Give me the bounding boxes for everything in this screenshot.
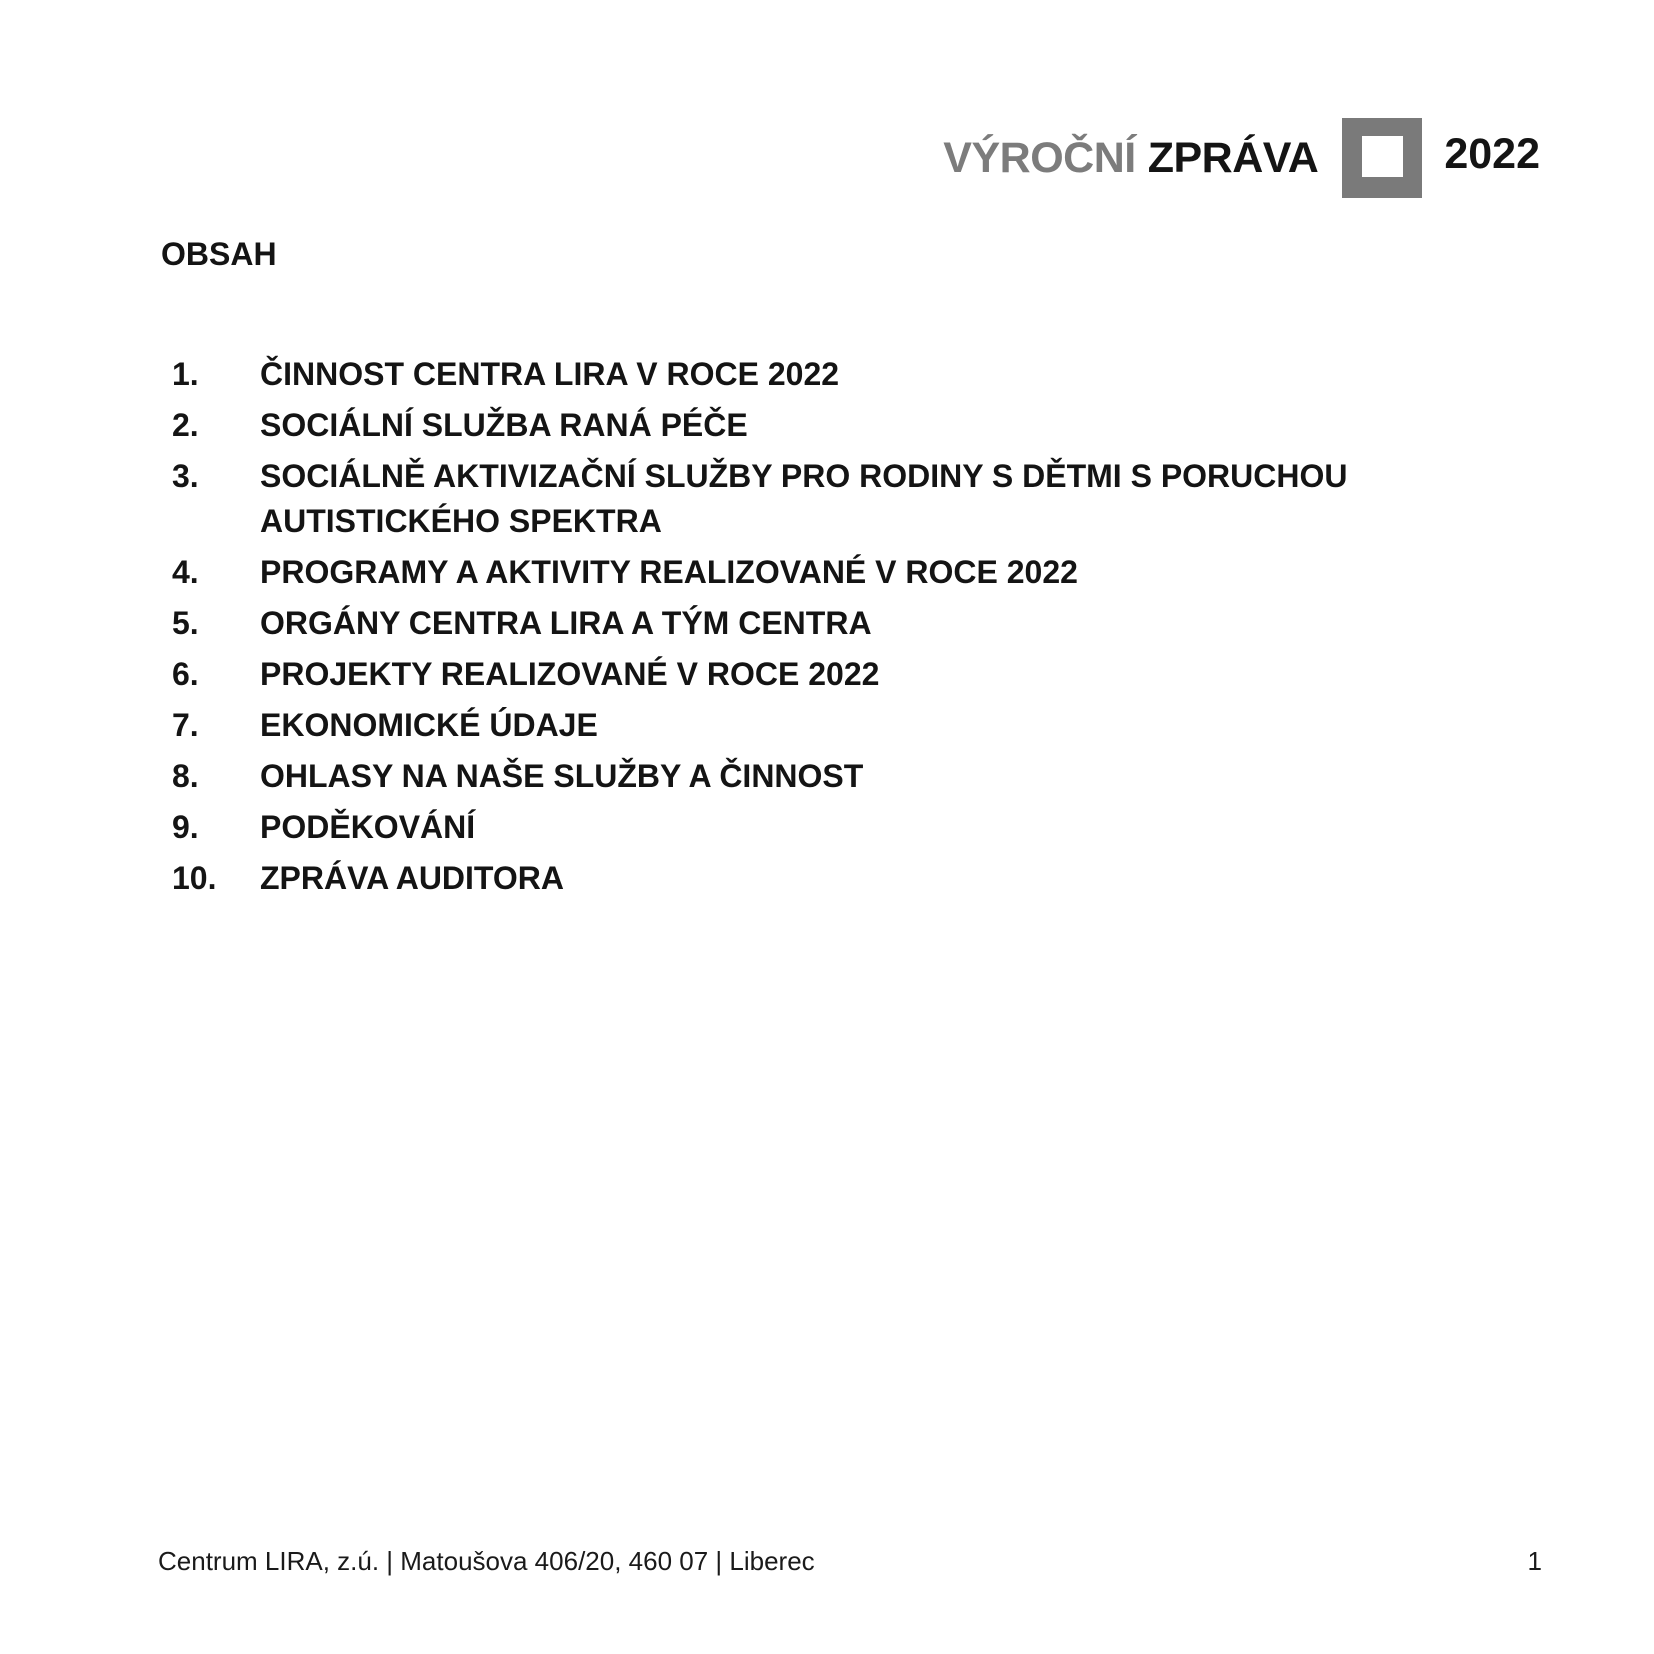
toc-item-title: SOCIÁLNĚ AKTIVIZAČNÍ SLUŽBY PRO RODINY S DĚTMI S PORUCHOU AUTISTICKÉHO SPEKTRA bbox=[260, 458, 1348, 539]
toc-item-number: 7. bbox=[172, 707, 199, 743]
toc-item bbox=[172, 652, 1432, 697]
report-title-part1: VÝROČNÍ bbox=[943, 133, 1136, 182]
toc-item-number: 3. bbox=[172, 458, 199, 494]
footer-address: Centrum LIRA, z.ú. | Matoušova 406/20, 460 07 | Liberec bbox=[158, 1546, 815, 1576]
page-number: 1 bbox=[1527, 1546, 1542, 1576]
report-title-part2: ZPRÁVA bbox=[1147, 133, 1319, 182]
toc-item bbox=[172, 754, 1432, 799]
toc-item bbox=[172, 703, 1432, 748]
toc-item-title: ČINNOST CENTRA LIRA V ROCE 2022 bbox=[260, 356, 840, 392]
toc-heading: OBSAH bbox=[161, 236, 277, 272]
toc-item-number: 10. bbox=[172, 860, 217, 896]
toc-item bbox=[172, 601, 1432, 646]
toc-item-number: 9. bbox=[172, 809, 199, 845]
toc-item-title: PROJEKTY REALIZOVANÉ V ROCE 2022 bbox=[260, 656, 880, 692]
toc-item bbox=[172, 403, 1432, 448]
report-year: 2022 bbox=[1444, 129, 1540, 178]
toc-item-number: 5. bbox=[172, 605, 199, 641]
toc-item-title: OHLASY NA NAŠE SLUŽBY A ČINNOST bbox=[260, 758, 864, 794]
toc-item bbox=[172, 856, 1432, 901]
toc-item bbox=[172, 454, 1432, 544]
toc-item-title: SOCIÁLNÍ SLUŽBA RANÁ PÉČE bbox=[260, 407, 748, 443]
square-logo-icon bbox=[1342, 118, 1422, 198]
toc-item bbox=[172, 550, 1432, 595]
toc-item-title: EKONOMICKÉ ÚDAJE bbox=[260, 707, 598, 743]
report-header bbox=[943, 116, 1540, 200]
toc-item-title: ORGÁNY CENTRA LIRA A TÝM CENTRA bbox=[260, 605, 872, 641]
toc-item-number: 4. bbox=[172, 554, 199, 590]
toc-item bbox=[172, 805, 1432, 850]
toc-item-number: 6. bbox=[172, 656, 199, 692]
toc-item bbox=[172, 352, 1432, 397]
toc-item-number: 8. bbox=[172, 758, 199, 794]
toc-item-number: 1. bbox=[172, 356, 199, 392]
table-of-contents bbox=[172, 352, 1432, 907]
toc-item-title: PROGRAMY A AKTIVITY REALIZOVANÉ V ROCE 2022 bbox=[260, 554, 1078, 590]
toc-item-title: ZPRÁVA AUDITORA bbox=[260, 860, 564, 896]
toc-item-number: 2. bbox=[172, 407, 199, 443]
toc-item-title: PODĚKOVÁNÍ bbox=[260, 809, 476, 845]
